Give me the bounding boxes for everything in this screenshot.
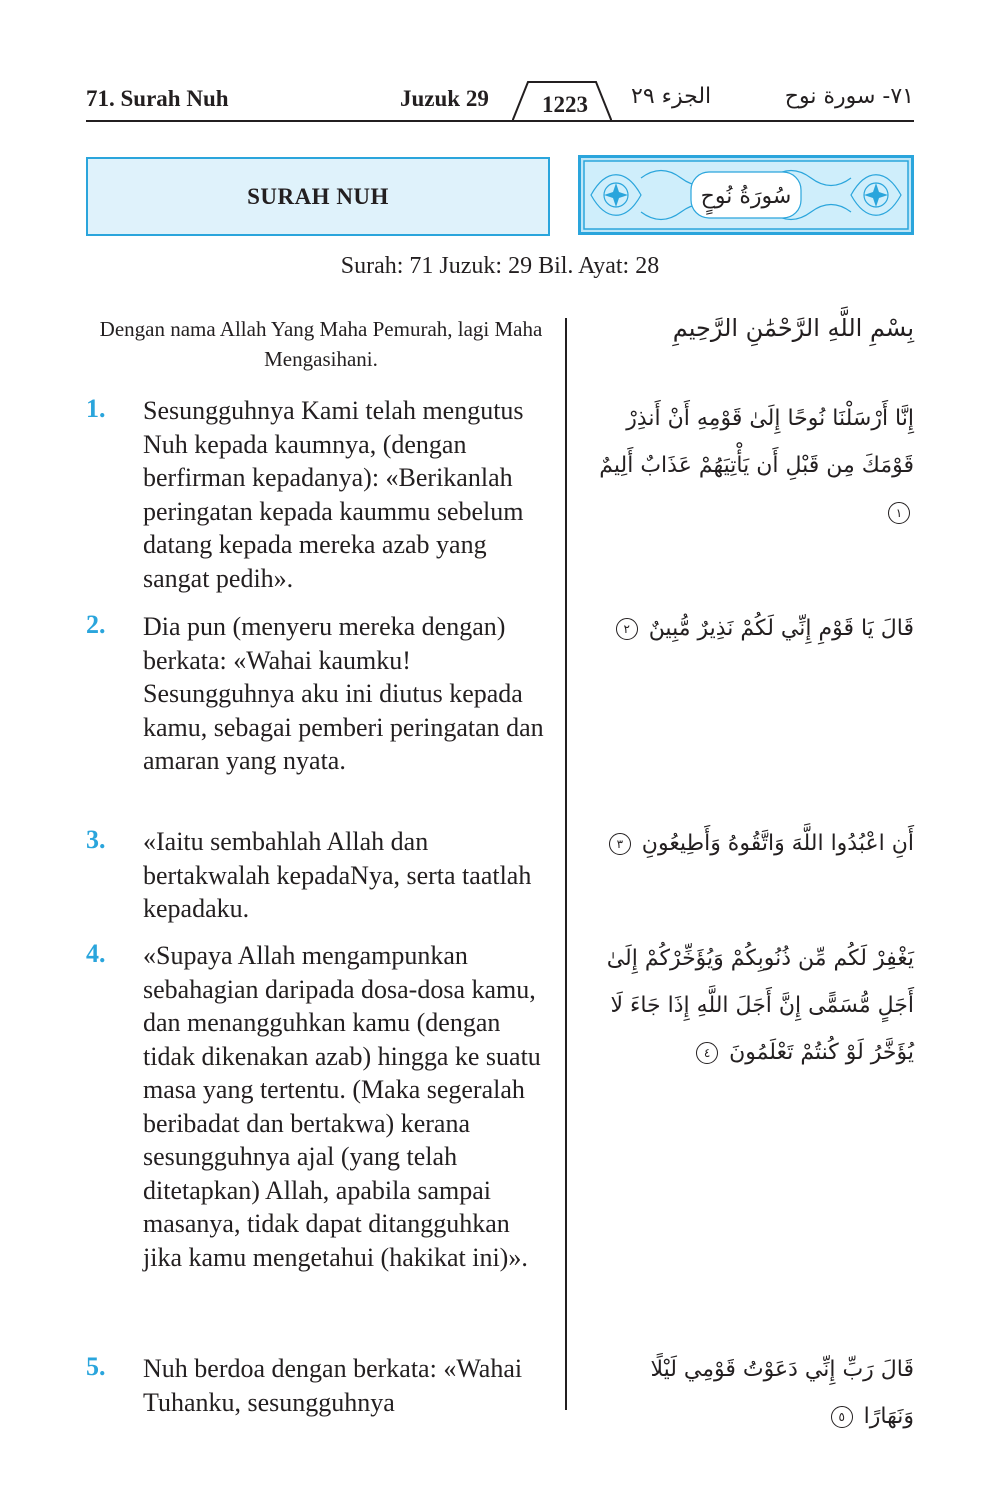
ayah-marker: ١ [888,502,910,524]
verse-4-arabic [594,935,914,1076]
ayah-marker: ٤ [696,1042,718,1064]
verse-number: 4. [86,939,106,968]
verse-number: 5. [86,1352,106,1381]
header-rule [86,120,914,122]
verse-1-arabic [594,395,914,536]
verse-arabic-text: أَنِ اعْبُدُوا اللَّهَ وَاتَّقُوهُ وَأَطِيعُونِ [641,831,914,856]
ayah-marker: ٢ [616,618,638,640]
verse-5-arabic [594,1346,914,1440]
banner-ornament [581,158,911,232]
ayah-marker: ٥ [831,1406,853,1428]
basmala-arabic: بِسْمِ اللَّهِ الرَّحْمَٰنِ الرَّحِيمِ [672,314,914,342]
header-surah-label: 71. Surah Nuh [86,86,229,111]
page-header [86,80,914,124]
verse-translation: Dia pun (menyeru mereka dengan) berkata: «Wahai kaumku! Sesungguhnya aku ini diutus kepada kamu, sebagai pemberi peringatan dan amaran yang nyata. [143,612,544,775]
surah-meta-line: Surah: 71 Juzuk: 29 Bil. Ayat: 28 [340,253,660,279]
header-arabic-surah: ٧١- سورة نوح [784,84,914,109]
verse-translation: «Supaya Allah mengampunkan sebahagian daripada dosa-dosa kamu, dan menangguhkan kamu (dengan tidak dikenakan azab) hingga ke suatu masa yang tertentu. (Maka segeralah beribadat dan bertakwa) kerana sesungguhnya ajal (yang telah ditetapkan) Allah, apabila sampai masanya, tidak dapat ditangguhkan jika kamu mengetahui (hakikat ini)». [143,941,541,1272]
verse-arabic-text: يَغْفِرْ لَكُم مِّن ذُنُوبِكُمْ وَيُؤَخِّرْكُمْ إِلَىٰ أَجَلٍ مُّسَمًّى إِنَّ أَجَلَ اللَّهِ إِذَا جَاءَ لَا يُؤَخَّرُ لَوْ كُنتُمْ تَعْلَمُونَ [606,946,914,1065]
verse-number: 2. [86,610,106,639]
verse-arabic-text: قَالَ رَبِّ إِنِّي دَعَوْتُ قَوْمِي لَيْلًا وَنَهَارًا [650,1357,914,1429]
page-number: 1223 [542,92,588,117]
banner-arabic-title: سُورَةُ نُوحٍ [700,184,792,209]
header-arabic-juz: الجزء ٢٩ [631,84,712,109]
verse-number: 3. [86,825,106,854]
verse-3-arabic [594,820,914,867]
verse-arabic-text: إِنَّا أَرْسَلْنَا نُوحًا إِلَىٰ قَوْمِهِ أَنْ أَنذِرْ قَوْمَكَ مِن قَبْلِ أَن يَأْتِيَهُمْ عَذَابٌ أَلِيمٌ [599,406,914,478]
surah-banner [578,155,914,235]
header-juzuk-label: Juzuk 29 [400,86,489,111]
column-divider [565,318,567,1410]
verse-2-arabic [594,605,914,652]
surah-title: SURAH NUH [247,183,389,209]
verse-arabic-text: قَالَ يَا قَوْمِ إِنِّي لَكُمْ نَذِيرٌ مُّبِينٌ [648,616,914,641]
verse-translation: Sesungguhnya Kami telah mengutus Nuh kepada kaumnya, (dengan berfirman kepadanya): «Berikanlah peringatan kepada kaummu sebelum datang kepada mereka azab yang sangat pedih». [143,396,524,593]
verse-number: 1. [86,394,106,423]
verse-translation: «Iaitu sembahlah Allah dan bertakwalah kepadaNya, serta taatlah kepadaku. [143,827,532,923]
verse-translation: Nuh berdoa dengan berkata: «Wahai Tuhanku, sesungguhnya [143,1354,523,1417]
ayah-marker: ٣ [609,833,631,855]
basmala-translation: Dengan nama Allah Yang Maha Pemurah, lagi Maha Mengasihani. [99,317,543,371]
surah-title-box [86,157,550,236]
